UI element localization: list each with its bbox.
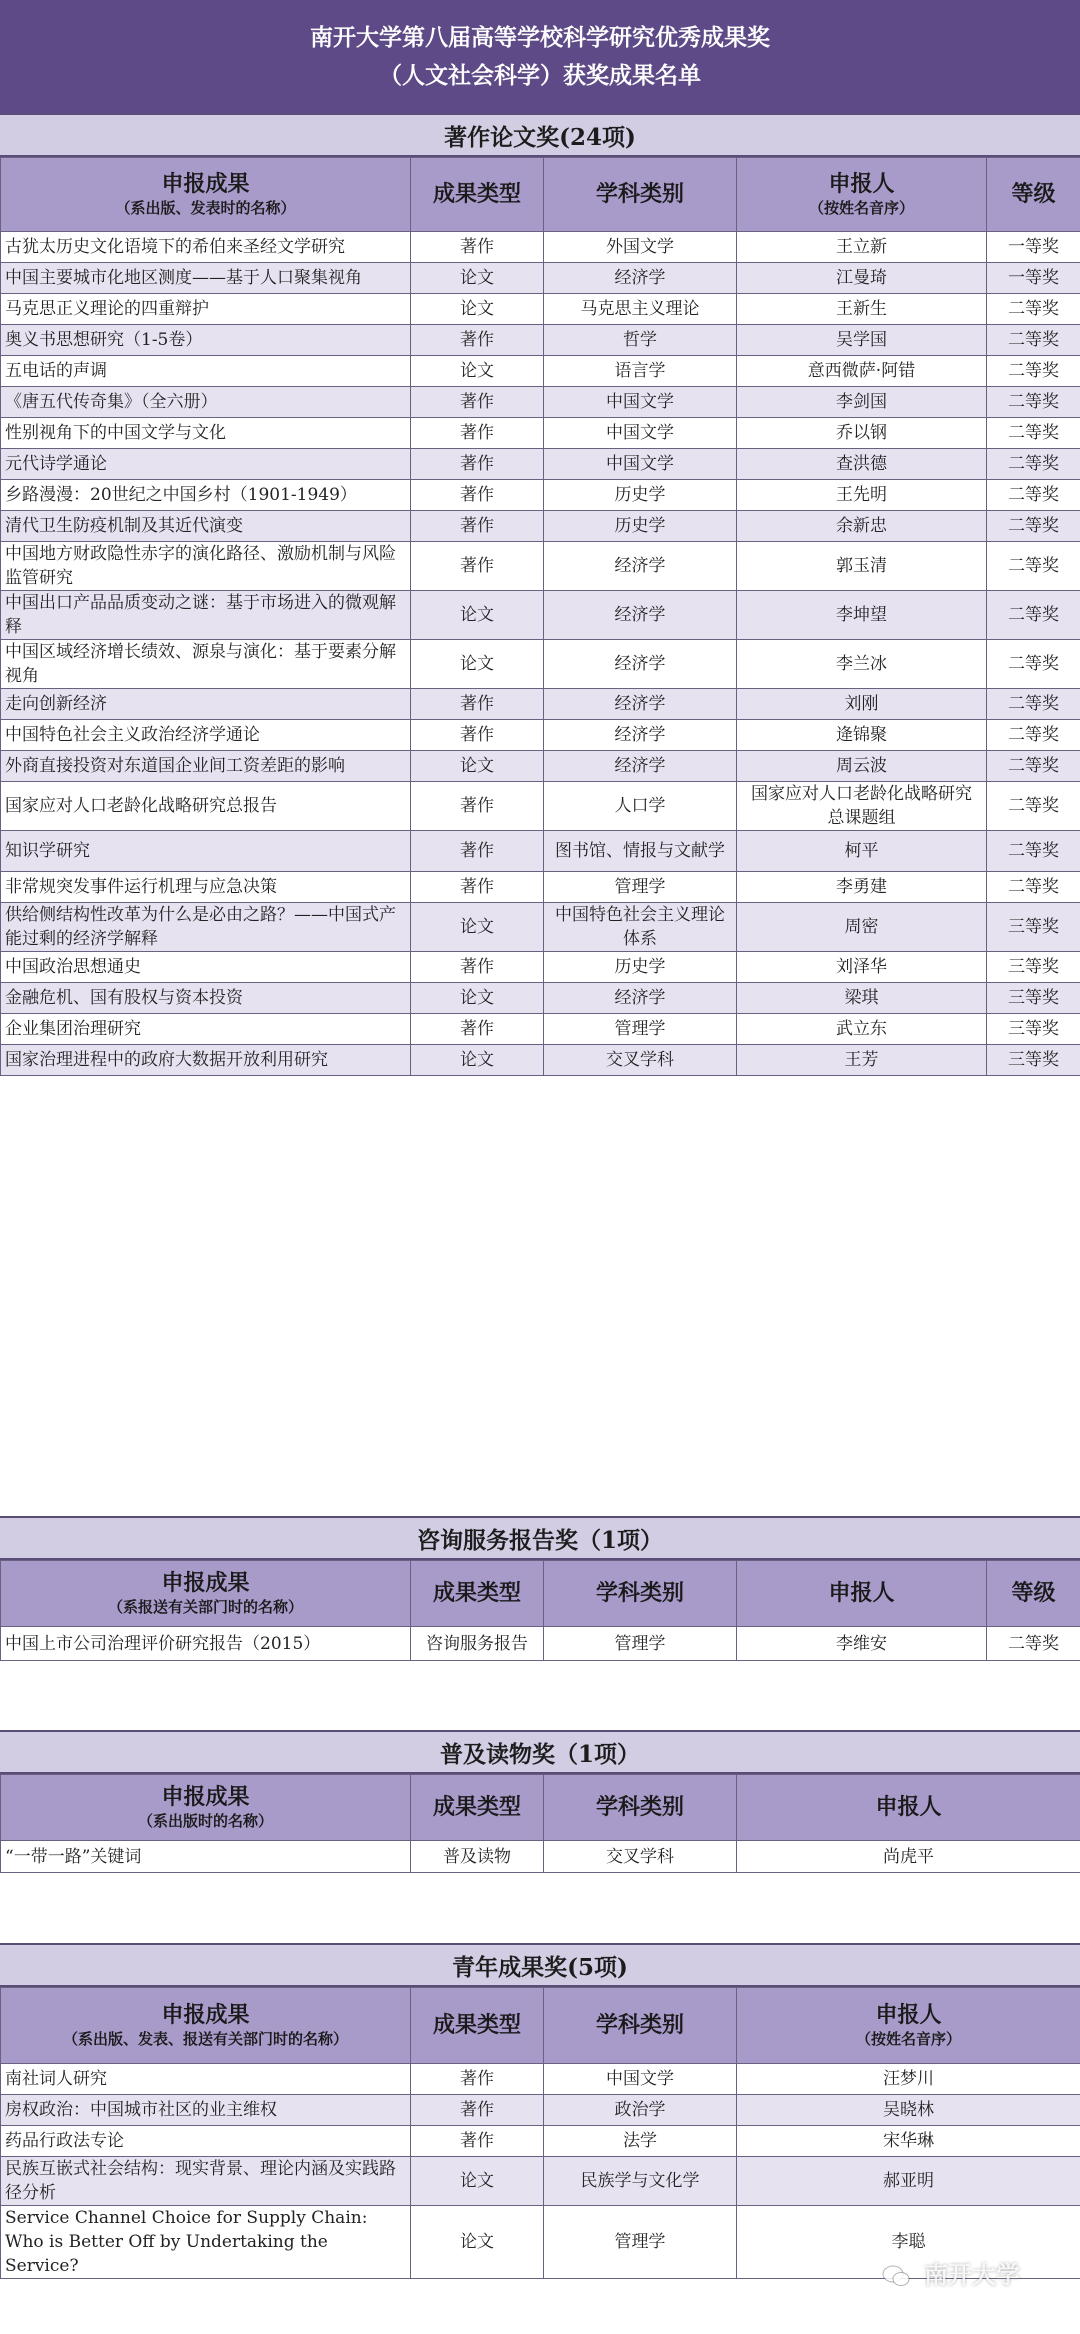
cell-result: 中国地方财政隐性赤字的演化路径、激励机制与风险监管研究 <box>1 542 411 591</box>
cell-discipline: 人口学 <box>544 782 737 831</box>
cell-applicant: 汪梦川 <box>737 2064 1080 2095</box>
cell-applicant: 查洪德 <box>737 449 987 480</box>
consulting-table <box>0 1560 1080 1661</box>
cell-discipline: 历史学 <box>544 952 737 983</box>
cell-result: 南社词人研究 <box>1 2064 411 2095</box>
cell-applicant: 意西微萨·阿错 <box>737 356 987 387</box>
cell-level: 三等奖 <box>987 983 1080 1014</box>
cell-discipline: 经济学 <box>544 720 737 751</box>
cell-result: 乡路漫漫：20世纪之中国乡村（1901-1949） <box>1 480 411 511</box>
table-row <box>1 903 1080 952</box>
cell-type: 著作 <box>411 542 544 591</box>
cell-level: 二等奖 <box>987 542 1080 591</box>
col-header-applicant: 申报人 （按姓名音序） <box>737 1988 1080 2064</box>
cell-level: 二等奖 <box>987 325 1080 356</box>
cell-result: 奥义书思想研究（1-5卷） <box>1 325 411 356</box>
section-title: 青年成果奖(5项) <box>0 1943 1080 1987</box>
cell-type: 论文 <box>411 2157 544 2206</box>
col-header-level: 等级 <box>987 158 1080 232</box>
cell-result: 中国上市公司治理评价研究报告（2015） <box>1 1627 411 1661</box>
cell-type: 论文 <box>411 263 544 294</box>
table-row <box>1 720 1080 751</box>
cell-discipline: 历史学 <box>544 480 737 511</box>
table-row <box>1 640 1080 689</box>
col-header-type: 成果类型 <box>411 1775 544 1841</box>
cell-applicant: 李坤望 <box>737 591 987 640</box>
cell-type: 普及读物 <box>411 1841 544 1873</box>
cell-result: 非常规突发事件运行机理与应急决策 <box>1 872 411 903</box>
table-row <box>1 325 1080 356</box>
cell-type: 著作 <box>411 2095 544 2126</box>
cell-level: 二等奖 <box>987 418 1080 449</box>
cell-result: 国家治理进程中的政府大数据开放利用研究 <box>1 1045 411 1076</box>
section-popular <box>0 1730 1080 1873</box>
youth-table-body <box>1 2064 1080 2279</box>
cell-applicant: 周密 <box>737 903 987 952</box>
cell-applicant: 逄锦聚 <box>737 720 987 751</box>
cell-result: 药品行政法专论 <box>1 2126 411 2157</box>
table-row <box>1 831 1080 872</box>
table-row <box>1 2064 1080 2095</box>
cell-type: 著作 <box>411 782 544 831</box>
cell-level: 二等奖 <box>987 356 1080 387</box>
consulting-table-body <box>1 1627 1080 1661</box>
table-row <box>1 689 1080 720</box>
section-title: 咨询服务报告奖（1项） <box>0 1516 1080 1560</box>
cell-discipline: 经济学 <box>544 983 737 1014</box>
cell-discipline: 法学 <box>544 2126 737 2157</box>
cell-applicant: 尚虎平 <box>737 1841 1080 1873</box>
table-row <box>1 872 1080 903</box>
wechat-icon <box>882 2264 910 2288</box>
cell-result: 房权政治：中国城市社区的业主维权 <box>1 2095 411 2126</box>
cell-result: 民族互嵌式社会结构：现实背景、理论内涵及实践路径分析 <box>1 2157 411 2206</box>
table-row <box>1 782 1080 831</box>
cell-type: 咨询服务报告 <box>411 1627 544 1661</box>
cell-applicant: 江曼琦 <box>737 263 987 294</box>
cell-result: “一带一路”关键词 <box>1 1841 411 1873</box>
cell-level: 二等奖 <box>987 480 1080 511</box>
cell-result: 走向创新经济 <box>1 689 411 720</box>
cell-applicant: 李聪 <box>737 2206 1080 2279</box>
cell-level: 一等奖 <box>987 263 1080 294</box>
cell-applicant: 吴学国 <box>737 325 987 356</box>
cell-applicant: 王先明 <box>737 480 987 511</box>
cell-discipline: 中国文学 <box>544 418 737 449</box>
cell-result: 知识学研究 <box>1 831 411 872</box>
cell-result: 古犹太历史文化语境下的希伯来圣经文学研究 <box>1 232 411 263</box>
table-row <box>1 1014 1080 1045</box>
cell-type: 论文 <box>411 640 544 689</box>
cell-applicant: 宋华琳 <box>737 2126 1080 2157</box>
cell-type: 著作 <box>411 387 544 418</box>
cell-discipline: 管理学 <box>544 1627 737 1661</box>
works-table <box>0 157 1080 1076</box>
cell-level: 三等奖 <box>987 1014 1080 1045</box>
col-header-discipline: 学科类别 <box>544 1988 737 2064</box>
cell-discipline: 经济学 <box>544 640 737 689</box>
table-row <box>1 294 1080 325</box>
cell-level: 二等奖 <box>987 751 1080 782</box>
table-row <box>1 1045 1080 1076</box>
cell-type: 著作 <box>411 449 544 480</box>
cell-discipline: 中国文学 <box>544 2064 737 2095</box>
col-header-level: 等级 <box>987 1561 1080 1627</box>
table-row <box>1 232 1080 263</box>
cell-discipline: 政治学 <box>544 2095 737 2126</box>
cell-applicant: 王芳 <box>737 1045 987 1076</box>
cell-type: 著作 <box>411 325 544 356</box>
cell-discipline: 经济学 <box>544 591 737 640</box>
col-header-type: 成果类型 <box>411 1561 544 1627</box>
section-title: 普及读物奖（1项） <box>0 1730 1080 1774</box>
col-header-applicant: 申报人 <box>737 1775 1080 1841</box>
cell-result: 中国特色社会主义政治经济学通论 <box>1 720 411 751</box>
cell-type: 著作 <box>411 1014 544 1045</box>
cell-level: 二等奖 <box>987 640 1080 689</box>
cell-type: 著作 <box>411 872 544 903</box>
col-header-result: 申报成果 （系出版、发表时的名称） <box>1 158 411 232</box>
cell-applicant: 乔以钢 <box>737 418 987 449</box>
page-subtitle: （人文社会科学）获奖成果名单 <box>379 61 701 89</box>
cell-level: 三等奖 <box>987 952 1080 983</box>
cell-type: 论文 <box>411 903 544 952</box>
cell-discipline: 经济学 <box>544 263 737 294</box>
cell-result: Service Channel Choice for Supply Chain: Who is Better Off by Undertaking the Service? <box>1 2206 411 2279</box>
cell-result: 中国政治思想通史 <box>1 952 411 983</box>
cell-applicant: 李维安 <box>737 1627 987 1661</box>
popular-table <box>0 1774 1080 1873</box>
cell-discipline: 交叉学科 <box>544 1045 737 1076</box>
cell-result: 供给侧结构性改革为什么是必由之路？——中国式产能过剩的经济学解释 <box>1 903 411 952</box>
cell-discipline: 中国特色社会主义理论体系 <box>544 903 737 952</box>
cell-result: 企业集团治理研究 <box>1 1014 411 1045</box>
works-table-body <box>1 232 1080 1076</box>
table-row <box>1 2126 1080 2157</box>
cell-type: 著作 <box>411 2126 544 2157</box>
cell-type: 著作 <box>411 689 544 720</box>
cell-level: 二等奖 <box>987 387 1080 418</box>
cell-level: 二等奖 <box>987 689 1080 720</box>
col-header-discipline: 学科类别 <box>544 1775 737 1841</box>
cell-discipline: 马克思主义理论 <box>544 294 737 325</box>
cell-applicant: 国家应对人口老龄化战略研究总课题组 <box>737 782 987 831</box>
cell-discipline: 经济学 <box>544 542 737 591</box>
cell-applicant: 吴晓林 <box>737 2095 1080 2126</box>
page-header <box>0 0 1080 113</box>
page-title: 南开大学第八届高等学校科学研究优秀成果奖 <box>310 23 770 51</box>
table-row <box>1 591 1080 640</box>
cell-result: 中国出口产品品质变动之谜：基于市场进入的微观解释 <box>1 591 411 640</box>
cell-applicant: 刘泽华 <box>737 952 987 983</box>
cell-discipline: 民族学与文化学 <box>544 2157 737 2206</box>
col-header-result: 申报成果 （系出版时的名称） <box>1 1775 411 1841</box>
cell-result: 中国区域经济增长绩效、源泉与演化：基于要素分解视角 <box>1 640 411 689</box>
youth-table <box>0 1987 1080 2279</box>
cell-discipline: 经济学 <box>544 751 737 782</box>
cell-discipline: 交叉学科 <box>544 1841 737 1873</box>
cell-type: 论文 <box>411 1045 544 1076</box>
cell-type: 论文 <box>411 356 544 387</box>
table-row <box>1 1841 1080 1873</box>
cell-result: 五电话的声调 <box>1 356 411 387</box>
cell-level: 二等奖 <box>987 591 1080 640</box>
cell-type: 论文 <box>411 2206 544 2279</box>
table-row <box>1 2157 1080 2206</box>
cell-type: 著作 <box>411 2064 544 2095</box>
table-row <box>1 263 1080 294</box>
cell-applicant: 武立东 <box>737 1014 987 1045</box>
cell-type: 著作 <box>411 480 544 511</box>
table-row <box>1 1627 1080 1661</box>
cell-applicant: 王新生 <box>737 294 987 325</box>
cell-result: 清代卫生防疫机制及其近代演变 <box>1 511 411 542</box>
col-header-applicant: 申报人 <box>737 1561 987 1627</box>
cell-level: 二等奖 <box>987 294 1080 325</box>
cell-applicant: 李剑国 <box>737 387 987 418</box>
cell-applicant: 郭玉清 <box>737 542 987 591</box>
cell-type: 著作 <box>411 831 544 872</box>
cell-level: 三等奖 <box>987 1045 1080 1076</box>
section-works <box>0 113 1080 1076</box>
section-youth <box>0 1943 1080 2279</box>
table-row <box>1 449 1080 480</box>
col-header-result: 申报成果 （系报送有关部门时的名称） <box>1 1561 411 1627</box>
col-header-result: 申报成果 （系出版、发表、报送有关部门时的名称） <box>1 1988 411 2064</box>
cell-result: 性别视角下的中国文学与文化 <box>1 418 411 449</box>
cell-level: 二等奖 <box>987 782 1080 831</box>
col-header-discipline: 学科类别 <box>544 1561 737 1627</box>
cell-discipline: 中国文学 <box>544 449 737 480</box>
cell-type: 论文 <box>411 294 544 325</box>
cell-result: 《唐五代传奇集》（全六册） <box>1 387 411 418</box>
cell-applicant: 李勇建 <box>737 872 987 903</box>
col-header-type: 成果类型 <box>411 1988 544 2064</box>
table-row <box>1 511 1080 542</box>
cell-type: 著作 <box>411 720 544 751</box>
cell-result: 国家应对人口老龄化战略研究总报告 <box>1 782 411 831</box>
cell-level: 二等奖 <box>987 449 1080 480</box>
col-header-type: 成果类型 <box>411 158 544 232</box>
cell-discipline: 哲学 <box>544 325 737 356</box>
section-title: 著作论文奖(24项) <box>0 113 1080 157</box>
cell-result: 中国主要城市化地区测度——基于人口聚集视角 <box>1 263 411 294</box>
cell-level: 一等奖 <box>987 232 1080 263</box>
cell-type: 论文 <box>411 983 544 1014</box>
cell-applicant: 梁琪 <box>737 983 987 1014</box>
table-row <box>1 387 1080 418</box>
cell-type: 论文 <box>411 591 544 640</box>
table-row <box>1 2206 1080 2279</box>
cell-discipline: 图书馆、情报与文献学 <box>544 831 737 872</box>
cell-level: 二等奖 <box>987 720 1080 751</box>
table-row <box>1 751 1080 782</box>
cell-applicant: 郝亚明 <box>737 2157 1080 2206</box>
cell-applicant: 柯平 <box>737 831 987 872</box>
cell-result: 外商直接投资对东道国企业间工资差距的影响 <box>1 751 411 782</box>
cell-type: 著作 <box>411 418 544 449</box>
cell-applicant: 余新忠 <box>737 511 987 542</box>
cell-level: 三等奖 <box>987 903 1080 952</box>
table-row <box>1 542 1080 591</box>
table-row <box>1 418 1080 449</box>
watermark: 南开大学 <box>924 2261 1020 2289</box>
cell-result: 金融危机、国有股权与资本投资 <box>1 983 411 1014</box>
cell-type: 论文 <box>411 751 544 782</box>
popular-table-body <box>1 1841 1080 1873</box>
cell-result: 马克思正义理论的四重辩护 <box>1 294 411 325</box>
section-consulting <box>0 1516 1080 1661</box>
table-row <box>1 480 1080 511</box>
cell-discipline: 外国文学 <box>544 232 737 263</box>
cell-applicant: 刘刚 <box>737 689 987 720</box>
cell-type: 著作 <box>411 952 544 983</box>
cell-level: 二等奖 <box>987 1627 1080 1661</box>
cell-level: 二等奖 <box>987 872 1080 903</box>
cell-discipline: 中国文学 <box>544 387 737 418</box>
cell-discipline: 历史学 <box>544 511 737 542</box>
cell-level: 二等奖 <box>987 831 1080 872</box>
cell-type: 著作 <box>411 232 544 263</box>
table-row <box>1 2095 1080 2126</box>
table-row <box>1 356 1080 387</box>
cell-applicant: 王立新 <box>737 232 987 263</box>
col-header-discipline: 学科类别 <box>544 158 737 232</box>
cell-discipline: 管理学 <box>544 2206 737 2279</box>
cell-applicant: 李兰冰 <box>737 640 987 689</box>
cell-discipline: 管理学 <box>544 1014 737 1045</box>
cell-applicant: 周云波 <box>737 751 987 782</box>
cell-level: 二等奖 <box>987 511 1080 542</box>
cell-discipline: 语言学 <box>544 356 737 387</box>
table-row <box>1 952 1080 983</box>
cell-result: 元代诗学通论 <box>1 449 411 480</box>
cell-discipline: 经济学 <box>544 689 737 720</box>
cell-type: 著作 <box>411 511 544 542</box>
cell-discipline: 管理学 <box>544 872 737 903</box>
col-header-applicant: 申报人 （按姓名音序） <box>737 158 987 232</box>
table-row <box>1 983 1080 1014</box>
